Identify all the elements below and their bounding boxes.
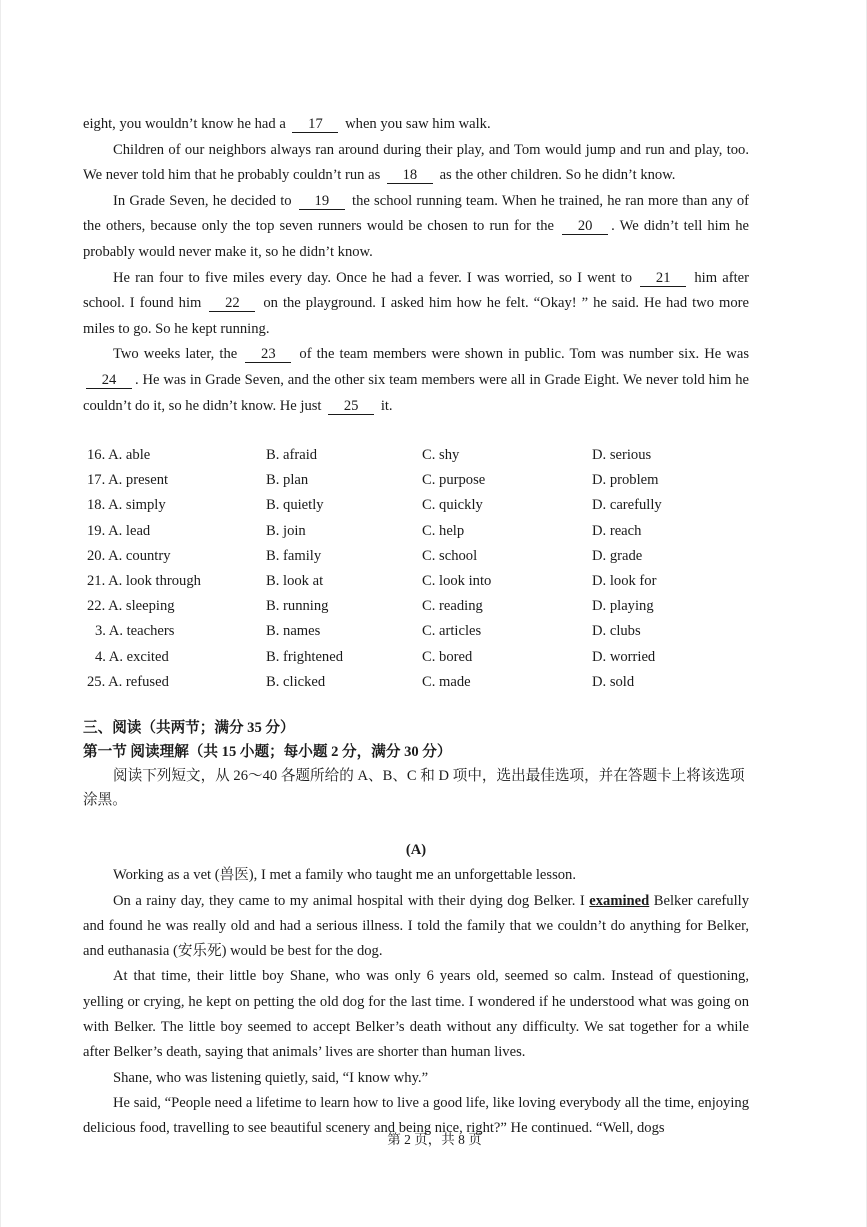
- paragraph: Two weeks later, the 23 of the team members were shown in public. Tom was number six. He was 24 . He was in Grade Seven, and the other six team members were all in Grade Eight. We never told him he couldn’t do it, so he didn’t know. He just 25 it.: [83, 346, 749, 414]
- blank-18: 18: [387, 167, 433, 184]
- page-number: 第 2 页，共 8 页: [387, 1132, 482, 1147]
- blank-21: 21: [640, 270, 686, 287]
- paragraph: At that time, their little boy Shane, who was only 6 years old, seemed so calm. Instead of questioning, yelling or crying, he kept on petting the old dog for the last time. I wondered if he understood what was going on with Belker. The little boy seemed to accept Belker’s death without any difficulty. We sat together for a while after Belker’s death, saying that animals’ lives are shorter than human lives.: [83, 968, 749, 1061]
- cloze-passage: [83, 112, 749, 419]
- blank-25: 25: [328, 398, 374, 415]
- answer-options: [87, 443, 747, 695]
- paragraph: Working as a vet (兽医), I met a family who taught me an unforgettable lesson.: [113, 867, 577, 884]
- paragraph: eight, you wouldn’t know he had a 17 when you saw him walk.: [83, 116, 491, 132]
- option-row: 25. A. refused B. clicked C. made D. sold: [87, 673, 635, 690]
- paragraph: On a rainy day, they came to my animal hospital with their dying dog Belker. I examined Belker carefully and found he was really old and had a serious illness. I told the family that we couldn’t do anything for Belker, and euthanasia (安乐死) would be best for the dog.: [83, 892, 749, 960]
- blank-17: 17: [292, 116, 338, 133]
- blank-20: 20: [562, 218, 608, 235]
- paragraph: In Grade Seven, he decided to 19 the school running team. When he trained, he ran more than any of the others, because only the top seven runners would be chosen to run for the 20 . We didn’t tell him he probably would never make it, so he didn’t know.: [83, 192, 749, 260]
- paragraph: He ran four to five miles every day. Once he had a fever. I was worried, so I went to 21 him after school. I found him 22 on the playground. I asked him how he felt. “Okay! ” he said. He had two more miles to go. So he kept running.: [83, 269, 749, 337]
- section-subheading: 第一节 阅读理解（共 15 小题；每小题 2 分，满分 30 分）: [83, 744, 452, 760]
- option-row: 19. A. lead B. join C. help D. reach: [87, 522, 642, 539]
- paragraph: Shane, who was listening quietly, said, “I know why.”: [113, 1069, 429, 1086]
- option-row: 21. A. look through B. look at C. look into D. look for: [87, 573, 657, 590]
- paragraph: Children of our neighbors always ran around during their play, and Tom would jump and run and play, too. We never told him that he probably couldn’t run as 18 as the other children. So he didn’t know.: [83, 141, 749, 184]
- option-row: 22. A. sleeping B. running C. reading D. playing: [87, 598, 654, 615]
- key-word: examined: [589, 892, 650, 909]
- blank-22: 22: [209, 295, 255, 312]
- passage-title: (A): [405, 842, 427, 858]
- option-row: 4. A. excited B. frightened C. bored D. worried: [95, 648, 656, 665]
- option-row: 18. A. simply B. quietly C. quickly D. carefully: [87, 497, 662, 514]
- reading-passage-a: [83, 838, 749, 1142]
- section-heading: 三、阅读（共两节；满分 35 分）: [83, 720, 295, 736]
- blank-23: 23: [245, 346, 291, 363]
- reading-section: [83, 716, 749, 812]
- blank-19: 19: [299, 193, 345, 210]
- option-row: 17. A. present B. plan C. purpose D. problem: [87, 472, 659, 489]
- option-row: 3. A. teachers B. names C. articles D. clubs: [95, 623, 641, 640]
- paragraph: He said, “People need a lifetime to learn how to live a good life, like loving everybody all the time, enjoying delicious food, travelling to see beautiful scenery and being nice, right?” He continued. “Well, dogs: [83, 1094, 749, 1137]
- blank-24: 24: [86, 372, 132, 389]
- option-row: 16. A. able B. afraid C. shy D. serious: [87, 447, 652, 464]
- section-instruction: 阅读下列短文，从 26～40 各题所给的 A、B、C 和 D 项中，选出最佳选项，并在答题卡上将该选项涂黑。: [83, 768, 745, 808]
- option-row: 20. A. country B. family C. school D. grade: [87, 547, 643, 564]
